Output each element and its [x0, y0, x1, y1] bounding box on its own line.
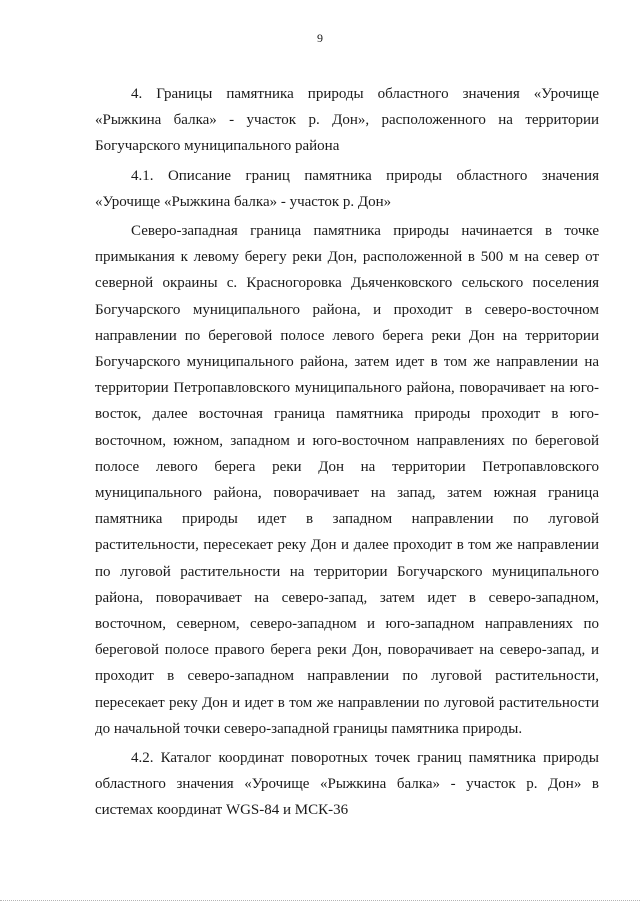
description-line-7: территории Петропавловского муниципального района, поворачивает на юго- [95, 380, 599, 397]
description-line-1: Северо-западная граница памятника природы начинается в точке [131, 223, 599, 240]
section-4-2-line-2: областного значения «Урочище «Рыжкина балка» - участок р. Дон» в [95, 776, 599, 793]
description-line-2: примыкания к левому берегу реки Дон, расположенной в 500 м на север от [95, 249, 599, 266]
section-4-2-line-1: 4.2. Каталог координат поворотных точек границ памятника природы [131, 750, 599, 767]
document-body [95, 81, 599, 827]
description-line-14: по луговой растительности на территории Богучарского муниципального [95, 563, 599, 580]
section-4-1-heading [95, 163, 599, 215]
boundary-description [95, 218, 599, 742]
section-4-line-3: Богучарского муниципального района [95, 138, 340, 155]
section-4-line-1: 4. Границы памятника природы областного значения «Урочище [131, 86, 599, 102]
section-4-2-heading [95, 745, 599, 824]
section-4-heading [95, 81, 599, 160]
description-line-5: направлении по береговой полосе левого берега реки Дон на территории [95, 327, 599, 344]
description-line-16: восточном, северном, северо-западном и юго-западном направлениях по [95, 616, 599, 633]
description-line-15: района, поворачивает на северо-запад, затем идет в северо-западном, [95, 589, 599, 606]
description-line-8: восток, далее восточная граница памятника природы проходит в юго- [95, 406, 599, 423]
description-line-6: Богучарского муниципального района, затем идет в том же направлении на [95, 354, 599, 371]
description-line-3: северной окраины с. Красногоровка Дьяченковского сельского поселения [95, 275, 599, 292]
description-line-20: до начальной точки северо-западной границы памятника природы. [95, 720, 523, 737]
description-line-17: береговой полосе правого берега реки Дон, поворачивает на северо-запад, и [95, 642, 599, 659]
page-number: 9 [317, 31, 323, 45]
section-4-1-line-2: «Урочище «Рыжкина балка» - участок р. Дон» [95, 193, 392, 210]
description-line-12: памятника природы идет в западном направлении по луговой [95, 511, 599, 528]
description-line-4: Богучарского муниципального района, и проходит в северо-восточном [95, 301, 599, 318]
description-line-10: полосе левого берега реки Дон на территории Петропавловского [95, 458, 599, 475]
description-line-11: муниципального района, поворачивает на запад, затем южная граница [95, 485, 599, 502]
section-4-line-2: «Рыжкина балка» - участок р. Дон», расположенного на территории [95, 112, 599, 129]
section-4-1-line-1: 4.1. Описание границ памятника природы областного значения [131, 167, 599, 184]
description-line-13: растительности, пересекает реку Дон и далее проходит в том же направлении [95, 537, 599, 554]
description-line-18: проходит в северо-западном направлении по луговой растительности, [95, 668, 599, 685]
section-4-2-line-3: системах координат WGS-84 и МСК-36 [95, 802, 349, 819]
description-line-19: пересекает реку Дон и идет в том же направлении по луговой растительности [95, 694, 599, 711]
description-line-9: восточном, южном, западном и юго-восточном направлениях по береговой [95, 432, 599, 449]
